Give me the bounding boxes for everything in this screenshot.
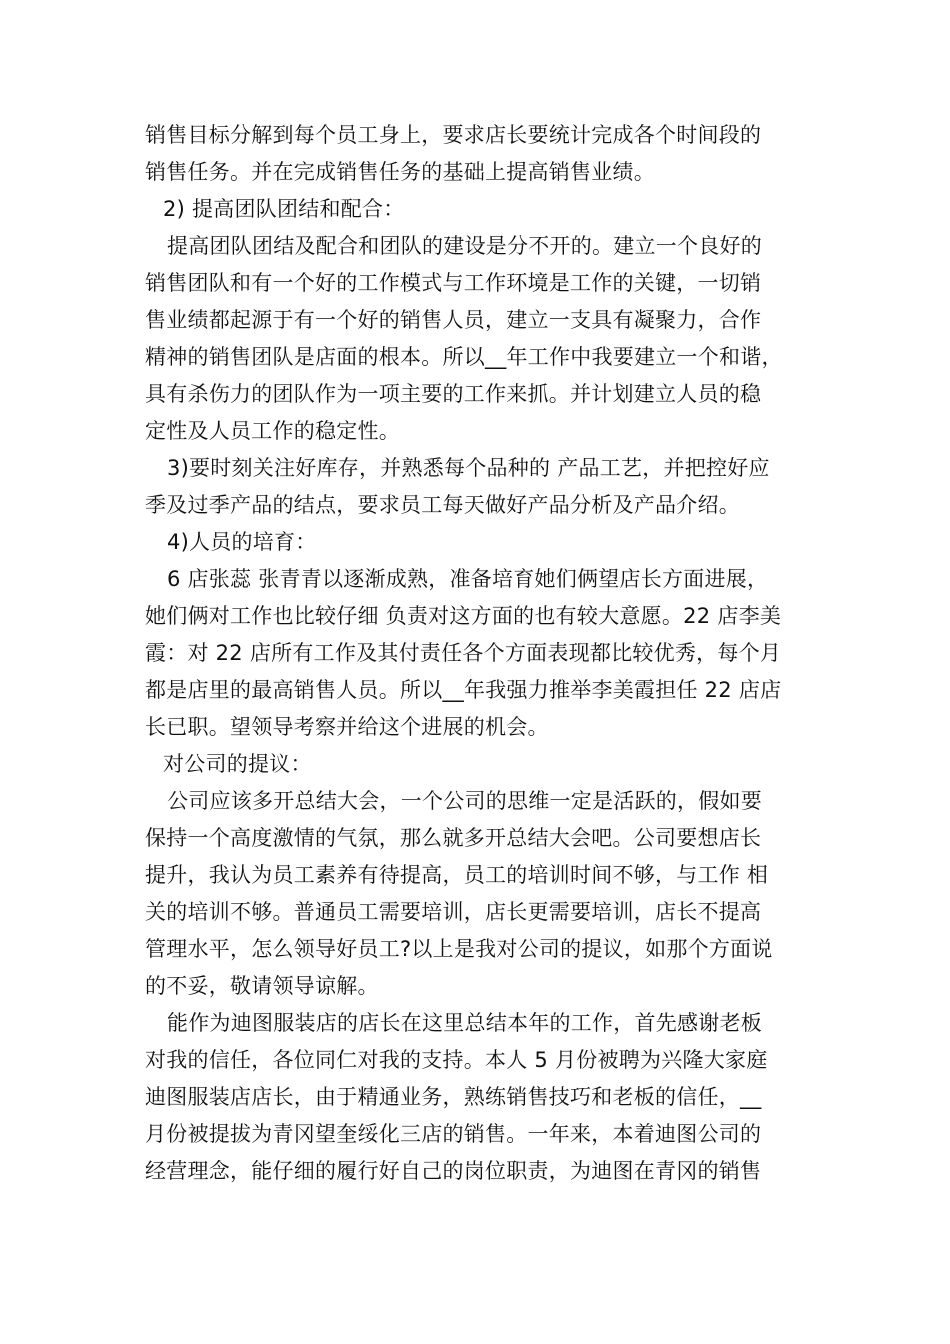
text-line: 对我的信任，各位同仁对我的支持。本人 5 月份被聘为兴隆大家庭 [145, 1048, 768, 1072]
text-line: 具有杀伤力的团队作为一项主要的工作来抓。并计划建立人员的稳 [145, 382, 762, 406]
text-line: 6 店张蕊 张青青以逐渐成熟，准备培育她们俩望店长方面进展， [167, 567, 769, 591]
text-line: 季及过季产品的结点，要求员工每天做好产品分析及产品介绍。 [145, 493, 740, 517]
text-line: 迪图服装店店长，由于精通业务，熟练销售技巧和老板的信任，__ [145, 1085, 762, 1109]
text-line: 精神的销售团队是店面的根本。所以__年工作中我要建立一个和谐， [145, 345, 783, 369]
text-line: 的不妥，敬请领导谅解。 [145, 974, 379, 998]
text-line: 经营理念，能仔细的履行好自己的岗位职责，为迪图在青冈的销售 [145, 1159, 762, 1183]
text-line: 关的培训不够。普通员工需要培训，店长更需要培训，店长不提高 [145, 900, 762, 924]
text-line: 霞：对 22 店所有工作及其付责任各个方面表现都比较优秀，每个月 [145, 641, 782, 665]
section-heading: 对公司的提议： [163, 752, 312, 776]
text-line: 长已职。望领导考察并给这个进展的机会。 [145, 715, 549, 739]
text-line: 售业绩都起源于有一个好的销售人员，建立一支具有凝聚力，合作 [145, 308, 762, 332]
section-heading: 4)人员的培育： [167, 530, 317, 554]
text-line: 定性及人员工作的稳定性。 [145, 419, 400, 443]
text-line: 销售任务。并在完成销售任务的基础上提高销售业绩。 [145, 160, 655, 184]
text-line: 月份被提拔为青冈望奎绥化三店的销售。一年来，本着迪图公司的 [145, 1122, 762, 1146]
section-heading: 2) 提高团队团结和配合： [163, 197, 405, 221]
text-line: 提高团队团结及配合和团队的建设是分不开的。建立一个良好的 [167, 234, 762, 258]
text-line: 销售团队和有一个好的工作模式与工作环境是工作的关键，一切销 [145, 271, 762, 295]
text-line: 能作为迪图服装店的店长在这里总结本年的工作，首先感谢老板 [167, 1011, 762, 1035]
text-line: 3)要时刻关注好库存，并熟悉每个品种的 产品工艺，并把控好应 [167, 456, 770, 480]
text-line: 她们俩对工作也比较仔细 负责对这方面的也有较大意愿。22 店李美 [145, 604, 782, 628]
text-line: 提升，我认为员工素养有待提高，员工的培训时间不够，与工作 相 [145, 863, 769, 887]
text-line: 公司应该多开总结大会，一个公司的思维一定是活跃的，假如要 [167, 789, 762, 813]
text-line: 都是店里的最高销售人员。所以__年我强力推举李美霞担任 22 店店 [145, 678, 782, 702]
text-line: 销售目标分解到每个员工身上，要求店长要统计完成各个时间段的 [145, 123, 762, 147]
text-line: 管理水平，怎么领导好员工?以上是我对公司的提议，如那个方面说 [145, 937, 773, 961]
text-line: 保持一个高度激情的气氛，那么就多开总结大会吧。公司要想店长 [145, 826, 762, 850]
body-text [145, 117, 815, 1190]
